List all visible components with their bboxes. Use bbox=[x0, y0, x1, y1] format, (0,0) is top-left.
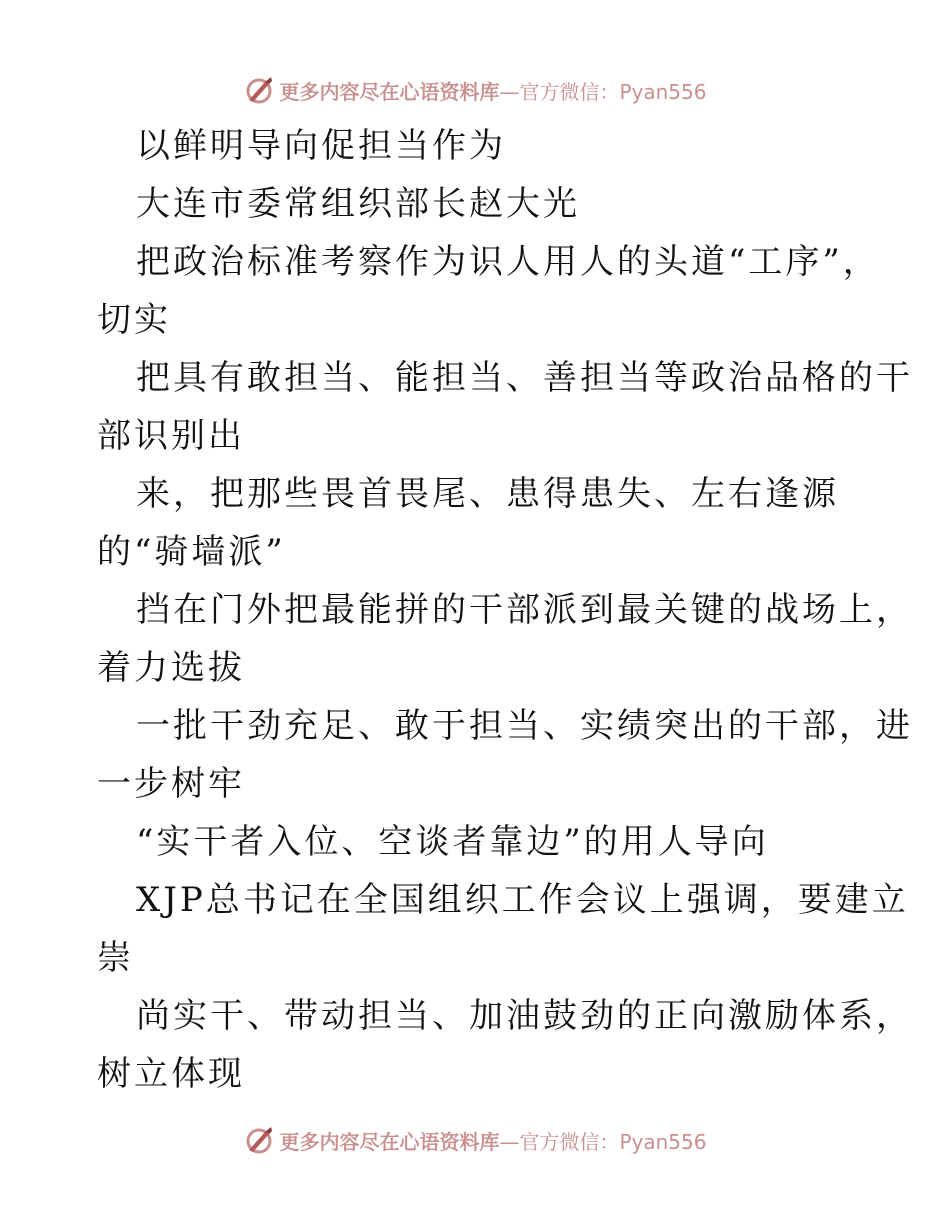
doc-line: “实干者入位、空谈者靠边”的用人导向 bbox=[136, 822, 769, 862]
doc-line: 把具有敢担当、能担当、善担当等政治品格的干 bbox=[136, 358, 913, 398]
doc-line: 树立体现 bbox=[97, 1054, 245, 1094]
doc-line: 一步树牢 bbox=[97, 764, 245, 804]
doc-line: 着力选拔 bbox=[97, 648, 245, 688]
footer-banner-sub: —官方微信：Pyan556 bbox=[499, 1129, 707, 1154]
doc-line: XJP总书记在全国组织工作会议上强调，要建立 bbox=[136, 880, 909, 920]
doc-line: 大连市委常组织部长赵大光 bbox=[136, 184, 580, 224]
pen-logo-icon bbox=[243, 1124, 275, 1156]
doc-line: 的“骑墙派” bbox=[97, 532, 286, 572]
doc-line: 以鲜明导向促担当作为 bbox=[136, 126, 506, 166]
footer-banner-text: 更多内容尽在心语资料库 bbox=[279, 1129, 500, 1154]
doc-line: 来，把那些畏首畏尾、患得患失、左右逢源 bbox=[136, 474, 839, 514]
pen-logo-icon bbox=[243, 74, 275, 106]
doc-line: 一批干劲充足、敢于担当、实绩突出的干部，进 bbox=[136, 706, 913, 746]
doc-line: 把政治标准考察作为识人用人的头道“工序”， bbox=[136, 242, 880, 282]
footer-banner bbox=[0, 1120, 950, 1160]
header-banner bbox=[0, 70, 950, 110]
doc-line: 切实 bbox=[97, 300, 171, 340]
header-banner-sub: —官方微信：Pyan556 bbox=[499, 79, 707, 104]
doc-line: 崇 bbox=[97, 938, 134, 978]
doc-line: 挡在门外把最能拼的干部派到最关键的战场上， bbox=[136, 590, 913, 630]
doc-line: 尚实干、带动担当、加油鼓劲的正向激励体系， bbox=[136, 996, 913, 1036]
header-banner-text: 更多内容尽在心语资料库 bbox=[279, 79, 500, 104]
doc-line: 部识别出 bbox=[97, 416, 245, 456]
